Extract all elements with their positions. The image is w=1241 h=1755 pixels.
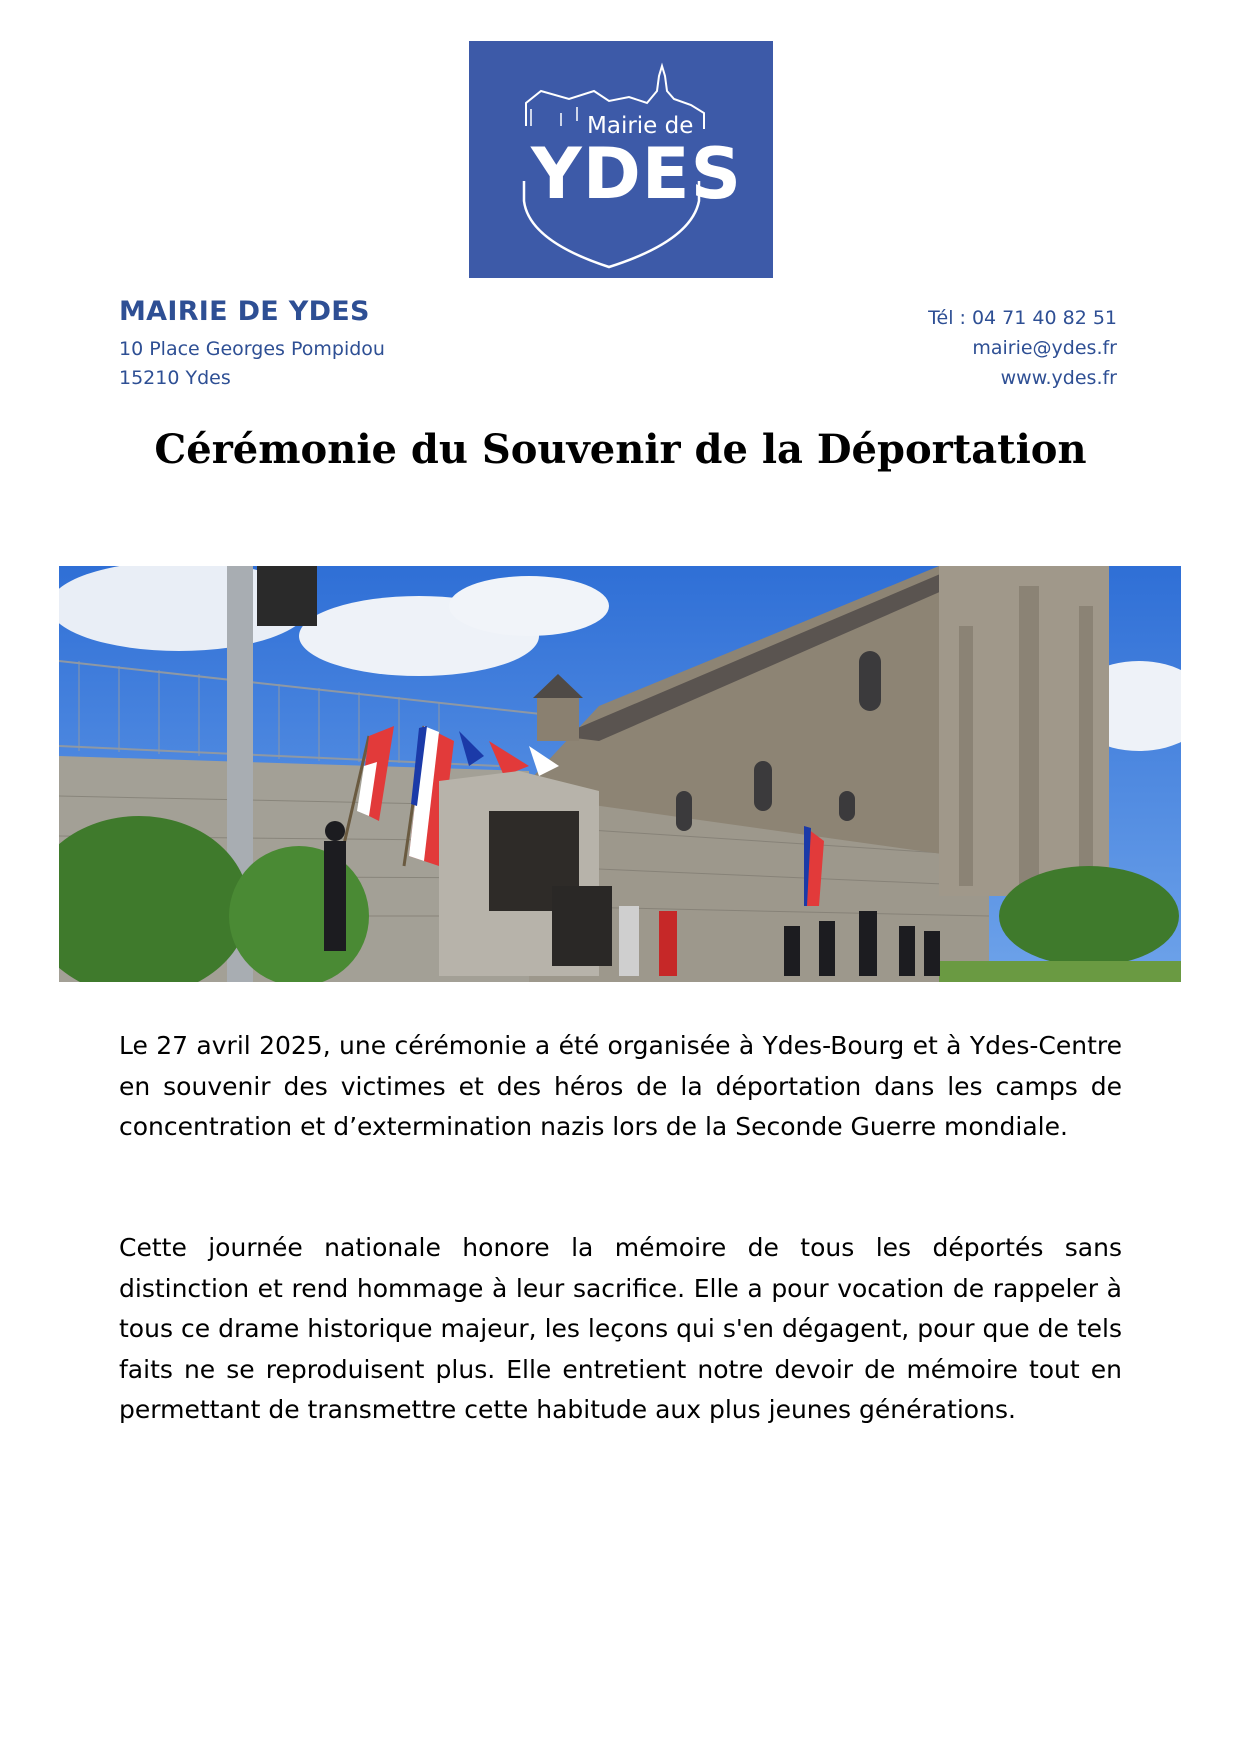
logo-line1: Mairie de: [587, 113, 694, 139]
address-line2: 15210 Ydes: [119, 367, 231, 389]
article-title: Cérémonie du Souvenir de la Déportation: [154, 426, 1087, 473]
org-name: MAIRIE DE YDES: [119, 296, 370, 327]
logo-line2: YDES: [531, 133, 743, 215]
mairie-logo: [469, 41, 773, 278]
address-line1: 10 Place Georges Pompidou: [119, 338, 385, 360]
website-link[interactable]: www.ydes.fr: [1000, 367, 1117, 389]
ceremony-photo: [59, 566, 1181, 982]
paragraph-2: Cette journée nationale honore la mémoire de tous les déportés sans distinction et rend hommage à leur sacrifice. Elle a pour vocation de rappeler à tous ce drame historique majeur, les leçons qui s'en dégagent, pour que de tels faits ne se reproduisent plus. Elle entretient notre devoir de mémoire tout en permettant de transmettre cette habitude aux plus jeunes générations.: [119, 1233, 1122, 1424]
paragraph-1: Le 27 avril 2025, une cérémonie a été organisée à Ydes-Bourg et à Ydes-Centre en souvenir des victimes et des héros de la déportation dans les camps de concentration et d’extermination nazis lors de la Seconde Guerre mondiale.: [119, 1031, 1122, 1141]
phone: Tél : 04 71 40 82 51: [928, 307, 1117, 329]
email-link[interactable]: mairie@ydes.fr: [972, 337, 1117, 359]
